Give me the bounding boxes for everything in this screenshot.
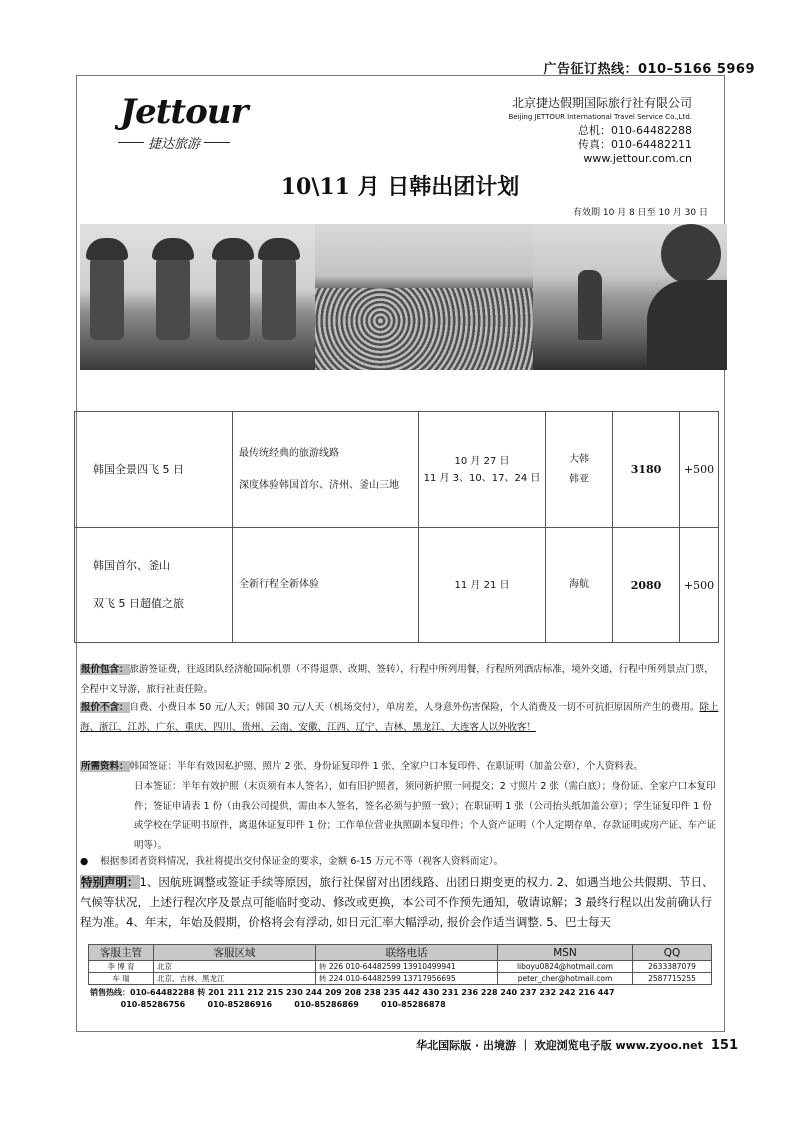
table-row: 李 博 育 北京 转 226 010-64482599 13910499941 liboyu0824@hotmail.com 2633387079 [89,961,712,973]
photo-coastal-cliffs [533,224,727,370]
price-included-label: 报价包含： [81,664,129,675]
region-restriction: 除上海、浙江、江苏、广东、重庆、四川、贵州、云南、安徽、江西、辽宁、吉林、黑龙江、大连客人以外收客！ [80,702,719,733]
company-name-en: Beijing JETTOUR International Travel Service Co.,Ltd. [508,113,692,121]
tour-table [74,411,719,643]
logo-subtitle: 捷达旅游 [118,133,230,152]
website: www.jettour.com.cn [583,152,692,165]
header-manager: 客服主管 [89,945,154,961]
customer-service-table [88,944,712,985]
phone-fax: 传真：010-64482211 [578,138,692,151]
table-row: 车 瑞 北京、吉林、黑龙江 转 224 010-64482599 13717956695 peter_cher@hotmail.com 2587715255 [89,973,712,985]
price-excluded: 报价不含：自费、小费日本 50 元/人天；韩国 30 元/人天（机场交付），单房差，人身意外伤害保险，个人消费及一切不可抗拒原因所产生的费用。除上海、浙江、江苏、广东、重庆、四川、贵州、云南、安徽、江西、辽宁、吉林、黑龙江、大连客人以外收客！ [80,702,719,733]
table-row [75,528,719,643]
deposit-note: ● 根据参团者资料情况，我社将提出交付保证金的要求，金额 6-15 万元不等（视客人资料而定）。 [80,856,504,867]
company-info [508,96,692,166]
tour-airline: 海航 [546,528,613,643]
header-msn: MSN [498,945,633,961]
tour-dates: 11 月 21 日 [419,528,546,643]
price-included: 报价包含：旅游签证费，往返团队经济舱国际机票（不得退票、改期、签转），行程中所列用餐，行程所列酒店标准，境外交通，行程中所列景点门票，全程中文导游，旅行社责任险。 [80,664,714,695]
company-name-cn: 北京捷达假期国际旅行社有限公司 [511,96,692,110]
photo-stone-statues [80,224,315,370]
photo-flower-field [315,224,533,370]
special-statement: 特别声明：1、因航班调整或签证手续等原因，旅行社保留对出团线路、出团日期变更的权力. 2、如遇当地公共假期、节日、气候等状况，上述行程次序及景点可能临时变动、修改或更换，本公司不作预先通知，敬请谅解；3 最终行程以出发前确认行程为准。4、年末，年始及假期，价格将会有浮动, 如日元汇率大幅浮动, 报价会作适当调整. 5、巴士每天 [80,875,714,929]
tour-dates: 10 月 27 日 11 月 3、10、17、24 日 [419,412,546,528]
tour-airline: 大韩 韩亚 [546,412,613,528]
tour-extra: +500 [680,412,719,528]
header-region: 客服区域 [154,945,316,961]
header-qq: QQ [633,945,712,961]
page-title: 10\11 月 日韩出团计划 [280,174,520,200]
required-docs: 所需资料：韩国签证：半年有效因私护照、照片 2 张、身份证复印件 1 张、全家户口本复印件、在职证明（加盖公章），个人资料表。 [81,761,643,772]
tour-desc: 最传统经典的旅游线路 深度体验韩国首尔、济州、釜山三地 [233,412,419,528]
sales-hotline: 销售热线：010-64482288 转 201 211 212 215 230 244 209 208 238 235 442 430 231 236 228 240 237 232 242 216 447 010-85286756 010-85286916 010-85286869 010-85286878 [90,988,615,1009]
header-phone: 联络电话 [316,945,498,961]
tour-name: 韩国首尔、釜山 双飞 5 日超值之旅 [75,528,233,643]
price-excluded-label: 报价不含： [81,702,129,713]
tour-desc: 全新行程全新体验 [233,528,419,643]
special-statement-label: 特别声明： [81,875,139,889]
table-header [89,945,712,961]
required-docs-label: 所需资料： [81,761,129,772]
phone-main: 总机：010-64482288 [578,124,692,137]
logo-wordmark: Jettour [120,92,248,132]
docs-japan: 日本签证：半年有效护照（末页须有本人签名），如有旧护照者，须同新护照一同提交；2 寸照片 2 张（需白底）；身份证、全家户口本复印件；签证申请表 1 份（由我公司提供，需由本人签名，签名必须与护照一致）；在职证明 1 张（公司抬头纸加盖公章）；学生证复印件 1 份或学校在学证明书原件，离退休证复印件 1 份；工作单位营业执照副本复印件；个人资产证明（个人定期存单、存款证明或房产证、车产证明等）。 [134,781,717,851]
page-number: 151 [710,1038,738,1053]
table-row [75,412,719,528]
tour-name: 韩国全景四飞 5 日 [75,412,233,528]
page-footer [416,1037,738,1053]
tour-price: 2080 [613,528,680,643]
validity-period: 有效期 10 月 8 日至 10 月 30 日 [573,208,708,218]
tour-extra: +500 [680,528,719,643]
ad-hotline: 广告征订热线：010–5166 5969 [543,62,755,77]
tour-price: 3180 [613,412,680,528]
footer-text: 华北国际版 · 出境游 ｜ 欢迎浏览电子版 www.zyoo.net [416,1039,703,1052]
